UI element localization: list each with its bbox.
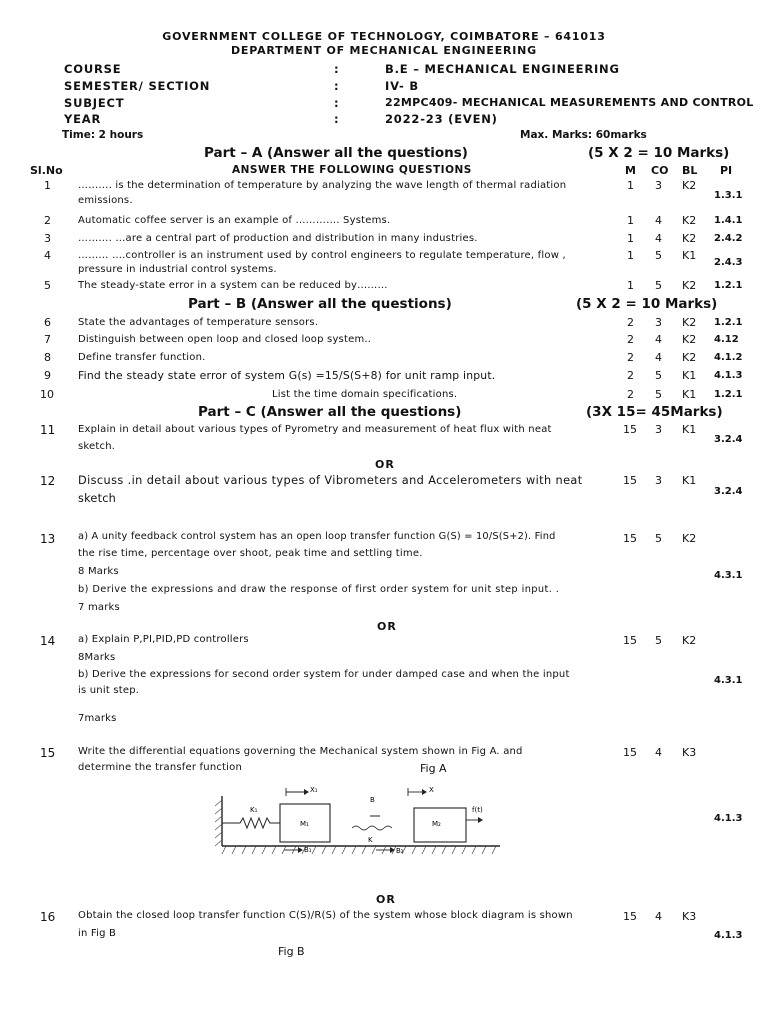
- question-number: 10: [40, 388, 54, 401]
- question-number: 3: [44, 232, 51, 245]
- col-co: CO: [651, 164, 669, 177]
- question-marks: 2: [627, 351, 634, 364]
- label-k: K: [368, 836, 373, 844]
- or-separator: OR: [377, 620, 397, 633]
- question-number: 5: [44, 279, 51, 292]
- question-number: 7: [44, 333, 51, 346]
- question-co: 3: [655, 423, 662, 436]
- meta-colon: :: [334, 62, 340, 76]
- question-text: Write the differential equations governing the Mechanical system shown in Fig A. and: [78, 746, 523, 757]
- meta-value-year: 2022-23 (EVEN): [385, 112, 498, 126]
- meta-label-course: COURSE: [64, 62, 122, 76]
- question-bl: K1: [682, 388, 697, 401]
- col-slno: Sl.No: [30, 164, 63, 177]
- question-bl: K2: [682, 333, 697, 346]
- question-text: in Fig B: [78, 928, 117, 939]
- question-pi: 4.1.3: [714, 370, 743, 381]
- question-number: 14: [40, 634, 56, 648]
- question-marks: 15: [623, 634, 637, 647]
- question-number: 13: [40, 532, 56, 546]
- question-number: 8: [44, 351, 51, 364]
- question-text: 8 Marks: [78, 566, 119, 577]
- question-co: 4: [655, 214, 662, 227]
- part-c-title: Part – C (Answer all the questions): [198, 404, 462, 420]
- question-pi: 4.12: [714, 334, 739, 345]
- question-bl: K2: [682, 532, 697, 545]
- part-b-marks: (5 X 2 = 10 Marks): [576, 296, 718, 312]
- question-marks: 15: [623, 474, 637, 487]
- question-marks: 1: [627, 279, 634, 292]
- question-text: The steady-state error in a system can be reduced by………: [78, 280, 388, 291]
- question-pi: 1.4.1: [714, 215, 743, 226]
- question-text: b) Derive the expressions and draw the response of first order system for unit step input. .: [78, 584, 560, 595]
- question-text: b) Derive the expressions for second order system for under damped case and when the input: [78, 669, 570, 680]
- question-pi: 4.3.1: [714, 675, 743, 686]
- question-text: Find the steady state error of system G(s) =15/S(S+8) for unit ramp input.: [78, 369, 496, 382]
- question-bl: K2: [682, 179, 697, 192]
- question-co: 3: [655, 316, 662, 329]
- col-m: M: [625, 164, 636, 177]
- question-pi: 4.1.3: [714, 813, 743, 824]
- question-bl: K1: [682, 249, 697, 262]
- question-text: sketch.: [78, 441, 116, 452]
- question-marks: 15: [623, 910, 637, 923]
- question-pi: 4.3.1: [714, 570, 743, 581]
- question-bl: K2: [682, 279, 697, 292]
- question-co: 5: [655, 249, 662, 262]
- question-text: Explain in detail about various types of Pyrometry and measurement of heat flux with neat: [78, 424, 552, 435]
- question-co: 3: [655, 179, 662, 192]
- question-text: Obtain the closed loop transfer function C(S)/R(S) of the system whose block diagram is shown: [78, 910, 573, 921]
- question-text: Automatic coffee server is an example of …………. Systems.: [78, 215, 391, 226]
- question-pi: 2.4.3: [714, 257, 743, 268]
- department-name: DEPARTMENT OF MECHANICAL ENGINEERING: [230, 44, 538, 57]
- label-m2: M₂: [432, 820, 441, 828]
- col-pi: PI: [720, 164, 733, 177]
- question-text: emissions.: [78, 195, 133, 206]
- question-pi: 1.2.1: [714, 389, 743, 400]
- col-bl: BL: [682, 164, 698, 177]
- question-co: 5: [655, 634, 662, 647]
- question-text: determine the transfer function: [78, 762, 243, 773]
- question-co: 4: [655, 910, 662, 923]
- question-co: 4: [655, 232, 662, 245]
- part-a-title: Part – A (Answer all the questions): [204, 145, 468, 161]
- question-pi: 1.2.1: [714, 317, 743, 328]
- question-text: sketch: [78, 492, 116, 505]
- question-text: the rise time, percentage over shoot, peak time and settling time.: [78, 548, 423, 559]
- part-b-title: Part – B (Answer all the questions): [188, 296, 452, 312]
- meta-value-subject: 22MPC409- MECHANICAL MEASUREMENTS AND CONTROL: [385, 96, 754, 109]
- question-number: 2: [44, 214, 51, 227]
- question-text: pressure in industrial control systems.: [78, 264, 277, 275]
- question-co: 5: [655, 369, 662, 382]
- question-text: a) Explain P,PI,PID,PD controllers: [78, 634, 249, 645]
- question-marks: 15: [623, 532, 637, 545]
- question-bl: K2: [682, 214, 697, 227]
- question-pi: 3.2.4: [714, 486, 743, 497]
- college-name: GOVERNMENT COLLEGE OF TECHNOLOGY, COIMBATORE – 641013: [162, 30, 606, 43]
- label-x: X: [429, 786, 434, 794]
- question-number: 11: [40, 423, 56, 437]
- question-text: ………. is the determination of temperature by analyzing the wave length of thermal radiation: [78, 180, 567, 191]
- question-bl: K1: [682, 369, 697, 382]
- meta-value-semester: IV- B: [385, 79, 419, 93]
- question-number: 9: [44, 369, 51, 382]
- label-b1: B₁: [304, 846, 312, 854]
- question-text: Define transfer function.: [78, 352, 206, 363]
- question-marks: 1: [627, 179, 634, 192]
- or-separator: OR: [376, 893, 396, 906]
- figure-a-caption: Fig A: [420, 762, 447, 775]
- question-co: 5: [655, 532, 662, 545]
- question-text: 8Marks: [78, 652, 116, 663]
- question-text: State the advantages of temperature sensors.: [78, 317, 319, 328]
- or-separator: OR: [375, 458, 395, 471]
- question-bl: K1: [682, 423, 697, 436]
- question-text: List the time domain specifications.: [272, 389, 458, 400]
- meta-colon: :: [334, 96, 340, 110]
- meta-label-year: YEAR: [64, 112, 102, 126]
- question-text: ……… ….controller is an instrument used by control engineers to regulate temperature, flow ,: [78, 250, 566, 261]
- question-bl: K3: [682, 910, 697, 923]
- question-co: 4: [655, 746, 662, 759]
- question-text: a) A unity feedback control system has an open loop transfer function G(S) = 10/S(S+2). Find: [78, 531, 556, 542]
- question-text: 7marks: [78, 713, 117, 724]
- question-number: 6: [44, 316, 51, 329]
- question-text: ………. …are a central part of production and distribution in many industries.: [78, 233, 478, 244]
- question-text: Distinguish between open loop and closed loop system..: [78, 334, 372, 345]
- question-pi: 1.3.1: [714, 190, 743, 201]
- question-marks: 1: [627, 232, 634, 245]
- label-ft: f(t): [472, 806, 483, 814]
- meta-colon: :: [334, 79, 340, 93]
- meta-label-semester: SEMESTER/ SECTION: [64, 79, 211, 93]
- label-k1: K₁: [250, 806, 258, 814]
- question-co: 5: [655, 279, 662, 292]
- part-a-marks: (5 X 2 = 10 Marks): [588, 145, 730, 161]
- question-marks: 2: [627, 369, 634, 382]
- question-marks: 2: [627, 333, 634, 346]
- exam-time: Time: 2 hours: [62, 129, 144, 141]
- figure-a-mechanical-system: [208, 782, 508, 874]
- meta-colon: :: [334, 112, 340, 126]
- label-x1: X₁: [310, 786, 318, 794]
- question-marks: 15: [623, 423, 637, 436]
- question-bl: K2: [682, 232, 697, 245]
- label-b2: B₂: [396, 847, 404, 855]
- question-co: 3: [655, 474, 662, 487]
- question-number: 1: [44, 179, 51, 192]
- question-co: 4: [655, 351, 662, 364]
- col-instruction: ANSWER THE FOLLOWING QUESTIONS: [232, 164, 472, 176]
- question-marks: 2: [627, 388, 634, 401]
- question-marks: 1: [627, 214, 634, 227]
- question-bl: K3: [682, 746, 697, 759]
- question-co: 4: [655, 333, 662, 346]
- question-pi: 4.1.2: [714, 352, 743, 363]
- question-number: 15: [40, 746, 56, 760]
- question-text: Discuss .in detail about various types of Vibrometers and Accelerometers with neat: [78, 474, 583, 487]
- question-number: 16: [40, 910, 56, 924]
- question-marks: 2: [627, 316, 634, 329]
- question-number: 12: [40, 474, 56, 488]
- question-bl: K2: [682, 351, 697, 364]
- question-number: 4: [44, 249, 51, 262]
- question-bl: K2: [682, 634, 697, 647]
- question-marks: 15: [623, 746, 637, 759]
- question-pi: 3.2.4: [714, 434, 743, 445]
- question-pi: 4.1.3: [714, 930, 743, 941]
- question-bl: K1: [682, 474, 697, 487]
- max-marks: Max. Marks: 60marks: [520, 129, 647, 141]
- question-pi: 1.2.1: [714, 280, 743, 291]
- label-m1: M₁: [300, 820, 309, 828]
- label-b: B: [370, 796, 375, 804]
- question-text: 7 marks: [78, 602, 120, 613]
- question-pi: 2.4.2: [714, 233, 743, 244]
- question-marks: 1: [627, 249, 634, 262]
- meta-label-subject: SUBJECT: [64, 96, 125, 110]
- question-text: is unit step.: [78, 685, 140, 696]
- meta-value-course: B.E – MECHANICAL ENGINEERING: [385, 62, 620, 76]
- question-bl: K2: [682, 316, 697, 329]
- question-co: 5: [655, 388, 662, 401]
- figure-b-caption: Fig B: [278, 945, 305, 958]
- part-c-marks: (3X 15= 45Marks): [586, 404, 723, 420]
